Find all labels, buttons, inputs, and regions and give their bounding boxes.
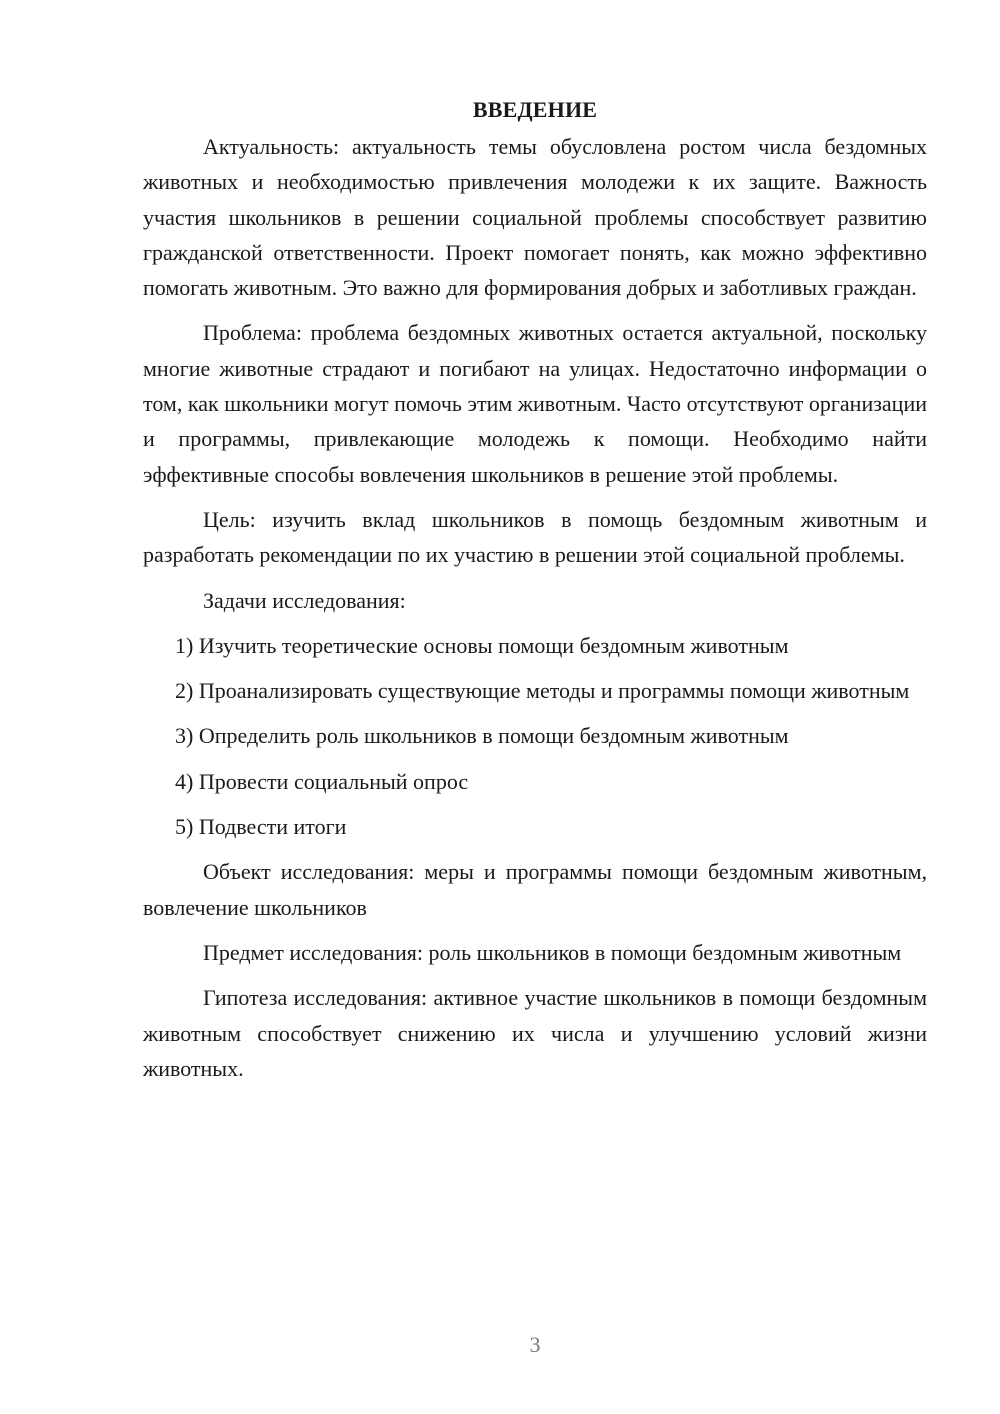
list-item: 4) Провести социальный опрос <box>175 768 469 794</box>
page-number: 3 <box>529 1332 541 1357</box>
paragraph-object: Объект исследования: меры и программы помощи бездомным животным, вовлечение школьников <box>143 859 927 920</box>
list-item: 5) Подвести итоги <box>175 814 347 840</box>
document-page <box>143 92 927 1096</box>
paragraph-goal: Цель: изучить вклад школьников в помощь бездомным животным и разработать рекомендации по их участию в решении этой социальной проблемы. <box>143 506 927 568</box>
paragraph-hypothesis: Гипотеза исследования: активное участие школьников в помощи бездомным животным способствует снижению их числа и улучшению условий жизни животных. <box>143 985 927 1081</box>
page-title: ВВЕДЕНИЕ <box>472 97 598 122</box>
paragraph-problem: Проблема: проблема бездомных животных остается актуальной, поскольку многие животные страдают и погибают на улицах. Недостаточно информации о том, как школьники могут помочь этим животным. Часто отсутствуют организации и программы, привлекающие молодежь к помощи. Необходимо найти эффективные способы вовлечения школьников в решение этой проблемы. <box>143 320 927 487</box>
list-item: 2) Проанализировать существующие методы и программы помощи животным <box>175 678 910 704</box>
list-item: 1) Изучить теоретические основы помощи бездомным животным <box>175 632 789 658</box>
list-item: 3) Определить роль школьников в помощи бездомным животным <box>175 723 789 749</box>
paragraph-relevance: Актуальность: актуальность темы обусловлена ростом числа бездомных животных и необходимостью привлечения молодежи к их защите. Важность участия школьников в решении социальной проблемы способствует развитию гражданской ответственности. Проект помогает понять, как можно эффективно помогать животным. Это важно для формирования добрых и заботливых граждан. <box>143 134 927 301</box>
tasks-title: Задачи исследования: <box>203 587 406 613</box>
paragraph-subject: Предмет исследования: роль школьников в помощи бездомным животным <box>203 939 902 965</box>
